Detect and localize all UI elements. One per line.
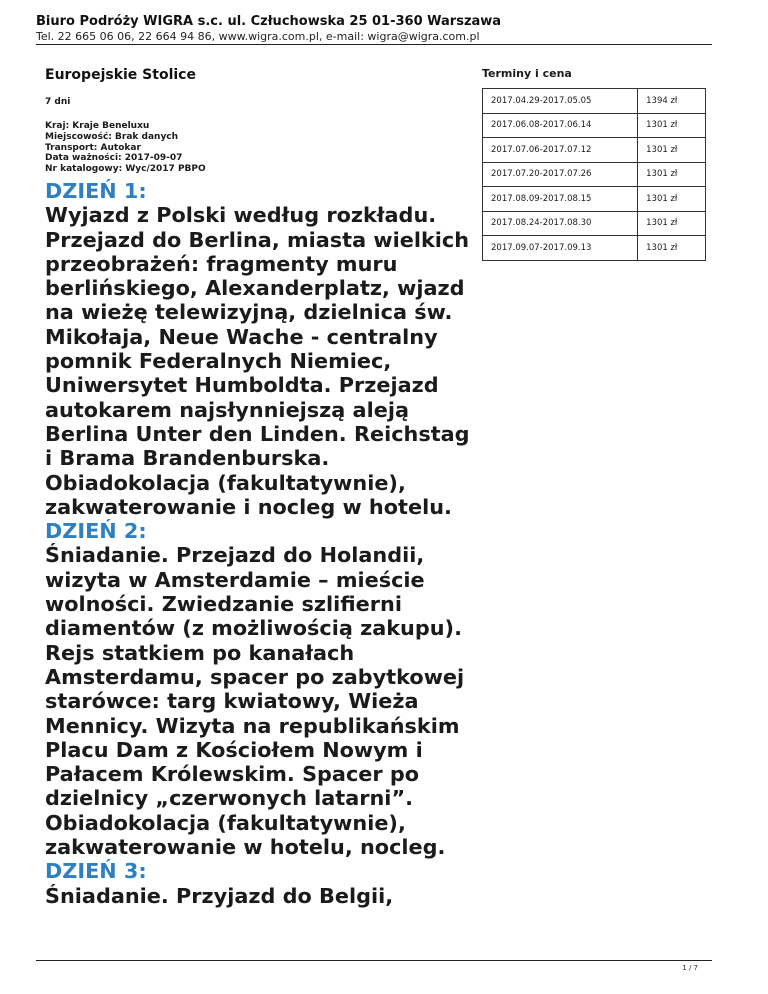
table-row — [483, 236, 706, 261]
meta-valid-date: Data ważności: 2017-09-07 — [45, 153, 183, 164]
term-price: 1301 zł — [638, 187, 706, 212]
term-dates: 2017.04.29-2017.05.05 — [483, 89, 638, 114]
term-price: 1301 zł — [638, 138, 706, 163]
day-2-text: Śniadanie. Przejazd do Holandii, wizyta w Amsterdamie – mieście wolności. Zwiedzanie szlifierni diamentów (z możliwością zakupu). Rejs statkiem po kanałach Amsterdamu, spacer po zabytkowej starówce: targ kwiatowy, Wieża Mennicy. Wizyta na republikańskim Placu Dam z Kościołem Nowym i Pałacem Królewskim. Spacer po dzielnicy „czerwonych latarni”. Obiadokolacja (fakultatywnie), zakwaterowanie w hotelu, nocleg. — [45, 543, 465, 860]
table-row — [483, 113, 706, 138]
term-price: 1301 zł — [638, 113, 706, 138]
day-3-heading: DZIEŃ 3: — [45, 859, 147, 884]
terms-section — [482, 66, 706, 261]
meta-catalog-number: Nr katalogowy: Wyc/2017 PBPO — [45, 164, 206, 175]
meta-location: Miejscowość: Brak danych — [45, 131, 179, 142]
footer-divider — [36, 960, 712, 961]
day-3-text: Śniadanie. Przyjazd do Belgii, — [45, 883, 394, 908]
table-row — [483, 187, 706, 212]
term-dates: 2017.07.20-2017.07.26 — [483, 162, 638, 187]
term-dates: 2017.06.08-2017.06.14 — [483, 113, 638, 138]
trip-duration: 7 dni — [45, 97, 71, 107]
term-price: 1301 zł — [638, 162, 706, 187]
table-row — [483, 89, 706, 114]
day-1-heading: DZIEŃ 1: — [45, 179, 147, 203]
term-price: 1301 zł — [638, 211, 706, 236]
document-header — [36, 13, 712, 44]
term-dates: 2017.08.24-2017.08.30 — [483, 211, 638, 236]
table-row — [483, 162, 706, 187]
table-row — [483, 138, 706, 163]
term-dates: 2017.07.06-2017.07.12 — [483, 138, 638, 163]
company-address: Biuro Podróży WIGRA s.c. ul. Człuchowska 25 01-360 Warszawa — [36, 14, 502, 29]
term-price: 1394 zł — [638, 89, 706, 114]
company-contact: Tel. 22 665 06 06, 22 664 94 86, www.wigra.com.pl, e-mail: wigra@wigra.com.pl — [36, 30, 480, 43]
terms-title: Terminy i cena — [482, 67, 572, 80]
meta-country: Kraj: Kraje Beneluxu — [45, 121, 150, 131]
day-2-heading: DZIEŃ 2: — [45, 519, 147, 544]
terms-table — [482, 88, 706, 261]
term-dates: 2017.08.09-2017.08.15 — [483, 187, 638, 212]
header-divider — [36, 44, 712, 45]
table-row — [483, 211, 706, 236]
trip-title: Europejskie Stolice — [45, 67, 196, 83]
day-1-text: Wyjazd z Polski według rozkładu. Przejazd do Berlina, miasta wielkich przeobrażeń: fragmenty muru berlińskiego, Alexanderplatz, wjazd na wieżę telewizyjną, dzielnica św. Mikołaja, Neue Wache - centralny pomnik Federalnych Niemiec, Uniwersytet Humboldta. Przejazd autokarem najsłynniejszą aleją Berlina Unter den Linden. Reichstag i Brama Brandenburska. Obiadokolacja (fakultatywnie), zakwaterowanie i nocleg w hotelu. — [45, 203, 470, 519]
trip-meta — [45, 121, 475, 175]
term-dates: 2017.09.07-2017.09.13 — [483, 236, 638, 261]
trip-info — [45, 66, 475, 175]
meta-transport: Transport: Autokar — [45, 142, 141, 153]
term-price: 1301 zł — [638, 236, 706, 261]
trip-program — [45, 179, 475, 908]
page-number: 1 / 7 — [682, 964, 698, 972]
